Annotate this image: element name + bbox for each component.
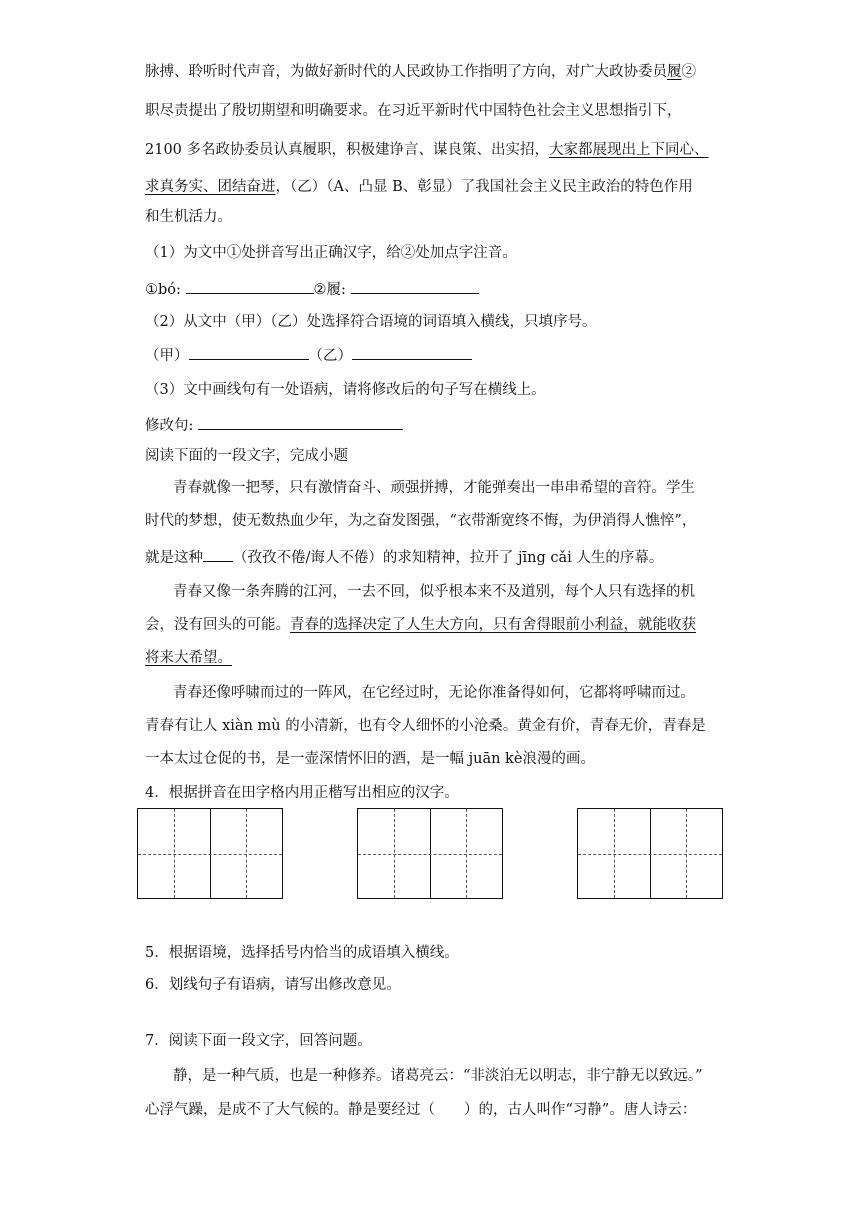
passage-line-1: 脉搏、聆听时代声音，为做好新时代的人民政协工作指明了方向，对广大政协委员履② xyxy=(145,64,696,80)
underlined-sentence-2-end: 将来大希望。 xyxy=(145,650,232,666)
underlined-sentence: 大家都展现出上下同心、 xyxy=(549,142,709,158)
reading-p2-line-2: 会，没有回头的可能。青春的选择决定了人生大方向，只有舍得眼前小利益，就能收获 xyxy=(145,617,696,633)
reading-p1-line-3: 就是这种 （孜孜不倦/诲人不倦）的求知精神，拉开了 jīng cǎi 人生的序幕。 xyxy=(145,547,663,568)
answer-blank-jia[interactable] xyxy=(189,345,309,360)
question-2-answers: （甲） （乙） xyxy=(145,345,472,366)
dotted-char: 履 xyxy=(667,64,682,80)
reading-p3-line-1: 青春还像呼啸而过的一阵风，在它经过时，无论你准备得如何，它都将呼啸而过。 xyxy=(173,685,695,701)
passage-line-2: 职尽责提出了殷切期望和明确要求。在习近平新时代中国特色社会主义思想指引下， xyxy=(145,103,682,119)
reading-p1-line-1: 青春就像一把琴，只有激情奋斗、顽强拼搏，才能弹奏出一串串希望的音符。学生 xyxy=(173,480,695,496)
answer-blank-revision[interactable] xyxy=(198,415,403,430)
answer-blank-yi[interactable] xyxy=(352,345,472,360)
reading-p2-line-1: 青春又像一条奔腾的江河，一去不回，似乎根本来不及道别，每个人只有选择的机 xyxy=(173,584,695,600)
question-7-line-1: 静，是一种气质，也是一种修养。诸葛亮云：“非淡泊无以明志，非宁静无以致远。” xyxy=(173,1068,703,1084)
tianzige-grid-2[interactable] xyxy=(357,808,503,899)
reading-p3-line-3: 一本太过仓促的书，是一壶深情怀旧的酒，是一幅 juān kè浪漫的画。 xyxy=(145,751,595,767)
idiom-blank[interactable] xyxy=(203,547,233,562)
passage-line-3: 2100 多名政协委员认真履职，积极建诤言、谋良策、出实招，大家都展现出上下同心、 xyxy=(145,142,709,158)
question-6: 6．划线句子有语病，请写出修改意见。 xyxy=(145,977,401,993)
tianzige-grid-3[interactable] xyxy=(577,808,723,899)
reading-p1-line-2: 时代的梦想，使无数热血少年，为之奋发图强，“衣带渐宽终不悔，为伊消得人憔悴”， xyxy=(145,513,697,529)
question-3: （3）文中画线句有一处语病，请将修改后的句子写在横线上。 xyxy=(145,382,546,398)
marker-2: ② xyxy=(681,64,696,80)
question-7-line-2: 心浮气躁，是成不了大气候的。静是要经过（ ）的，古人叫作“习静”。唐人诗云： xyxy=(145,1102,697,1118)
passage-line-5: 和生机活力。 xyxy=(145,209,232,225)
passage-line-4: 求真务实、团结奋进，（乙）（A、凸显 B、彰显）了我国社会主义民主政治的特色作用 xyxy=(145,179,693,195)
underlined-sentence-end: 求真务实、团结奋进 xyxy=(145,179,276,195)
underlined-sentence-2: 青春的选择决定了人生大方向，只有舍得眼前小利益，就能收获 xyxy=(290,617,696,633)
reading-p2-line-3 xyxy=(145,648,232,668)
question-3-answer: 修改句: xyxy=(145,415,403,436)
question-4: 4．根据拼音在田字格内用正楷写出相应的汉字。 xyxy=(145,785,459,801)
answer-blank-2[interactable] xyxy=(351,279,479,294)
reading-intro: 阅读下面的一段文字，完成小题 xyxy=(145,448,348,464)
question-1-answers: ①bó: ②履: xyxy=(145,279,479,300)
tianzige-grid-1[interactable] xyxy=(137,808,283,899)
answer-blank-1[interactable] xyxy=(186,279,314,294)
question-7-title: 7．阅读下面一段文字，回答问题。 xyxy=(145,1033,372,1049)
question-1: （1）为文中①处拼音写出正确汉字，给②处加点字注音。 xyxy=(145,245,517,261)
question-2: （2）从文中（甲）（乙）处选择符合语境的词语填入横线，只填序号。 xyxy=(145,314,597,330)
reading-p3-line-2: 青春有让人 xiàn mù 的小清新，也有令人细怀的小沧桑。黄金有价，青春无价，青春是 xyxy=(145,718,706,734)
question-5: 5．根据语境，选择括号内恰当的成语填入横线。 xyxy=(145,945,459,961)
